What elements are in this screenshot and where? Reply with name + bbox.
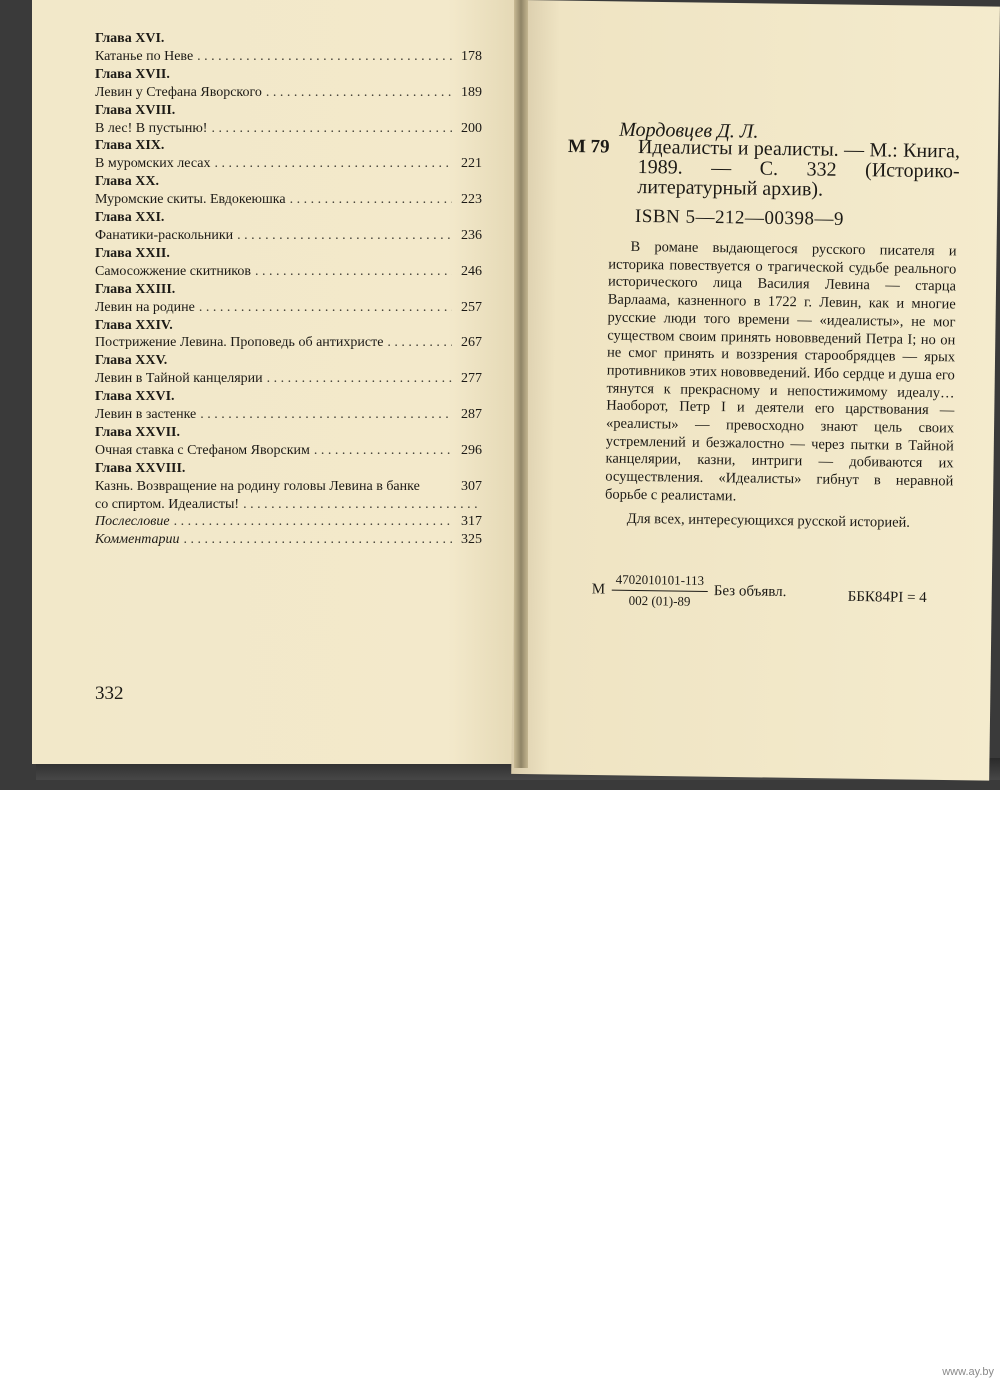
toc-leader-dots: [266, 84, 452, 102]
toc-leader-dots: [387, 334, 452, 352]
toc-afterword: [95, 513, 482, 531]
toc-entry: [95, 478, 482, 496]
watermark: www.ay.by: [942, 1366, 994, 1378]
toc-leader-dots: [197, 48, 452, 66]
toc-entry-page: 267: [461, 335, 482, 351]
toc-entry-page: 200: [461, 120, 482, 136]
toc-comments: [95, 531, 482, 549]
toc-chapter-heading: Глава XXVII.: [95, 424, 180, 440]
toc-entry-page: 325: [461, 532, 482, 548]
isbn: ISBN 5—212—00398—9: [634, 205, 845, 230]
toc-entry-title: Фанатики-раскольники: [95, 227, 234, 243]
toc-entry-page: 296: [461, 442, 482, 458]
toc-entry-title: Комментарии: [95, 532, 180, 548]
toc-entry-title: Левин в Тайной канцелярии: [95, 371, 263, 387]
toc-entry-page: 178: [461, 48, 482, 64]
publisher-code-numerator: 4702010101-113: [612, 572, 708, 592]
annotation: В романе выдающегося русского писателя и историка повествуется о трагической судьбе реального исторического лица Василия Левина — старца Варлаама, казненного в 1722 г. Левин, как и многие русские люди того времени — «идеалисты», не мог существом своим принять нововведений Петра I; но он не смог принять и воззрения старообрядцев — ярых противников этих нововведений. Ибо сердце и душа его тянутся к прекрасному и непостижимому идеалу… Наоборот, Петр I и деятели его царствования — «реалисты» — превосходно знают цель своих устремлений и безжалостно — через пытки в Тайной канцелярии, казни, интриги — добиваются их осуществления. «Идеалисты» гибнут в неравной борьбе с реалистами.: [604, 238, 957, 505]
toc-entry-page: 246: [461, 263, 482, 279]
toc-leader-dots: [267, 370, 452, 388]
toc-chapter-heading: Глава XXIII.: [95, 281, 176, 297]
toc-chapter-heading: Глава XVII.: [95, 66, 170, 82]
toc-entry-page: 277: [461, 371, 482, 387]
toc-chapter-heading: Глава XXVIII.: [95, 460, 186, 476]
bbk-index: ББК84РІ = 4: [847, 588, 927, 607]
toc-entry-title: Пострижение Левина. Проповедь об антихристе: [95, 335, 384, 351]
toc-leader-dots: [255, 263, 452, 281]
toc-entry: [95, 84, 482, 102]
toc-entry: [95, 442, 482, 460]
toc-chapter-heading: Глава XIX.: [95, 138, 165, 154]
toc-leader-dots: [237, 227, 452, 245]
audience-note: Для всех, интересующихся русской историей.: [626, 510, 911, 531]
toc-entry: [95, 334, 482, 352]
toc-leader-dots: [211, 120, 452, 138]
toc-chapter-heading: Глава XXII.: [95, 245, 170, 261]
price-note: Без объявл.: [713, 583, 787, 601]
book-gutter: [514, 0, 528, 768]
toc-entry-title: В муромских лесах: [95, 156, 211, 172]
toc-entry-title: Катанье по Неве: [95, 48, 194, 64]
table-of-contents: [95, 30, 482, 549]
toc-leader-dots: [290, 191, 452, 209]
toc-entry-page: 221: [461, 156, 482, 172]
toc-entry: [95, 191, 482, 209]
toc-entry-title: Муромские скиты. Евдокеюшка: [95, 192, 286, 208]
toc-chapter-heading: Глава XXI.: [95, 210, 165, 226]
toc-entry-page: 257: [461, 299, 482, 315]
toc-entry: [95, 370, 482, 388]
toc-entry-continuation: [95, 496, 482, 514]
toc-entry-title: В лес! В пустыню!: [95, 120, 208, 136]
toc-entry-title: Послесловие: [95, 514, 170, 530]
publisher-code-letter: М: [591, 581, 606, 598]
toc-entry: [95, 120, 482, 138]
toc-entry-page: 236: [461, 227, 482, 243]
toc-entry: [95, 155, 482, 173]
toc-leader-dots: [243, 496, 478, 514]
catalog-code: М 79: [567, 135, 610, 158]
toc-entry-page: 317: [461, 514, 482, 530]
toc-entry: [95, 48, 482, 66]
toc-entry-page: 223: [461, 192, 482, 208]
author-name: Мордовцев Д. Л.: [619, 118, 759, 143]
toc-entry: [95, 406, 482, 424]
toc-chapter-heading: Глава XVI.: [95, 31, 165, 46]
toc-chapter-heading: Глава XX.: [95, 174, 159, 190]
toc-entry-title: Казнь. Возвращение на родину головы Левина в банке: [95, 478, 420, 494]
toc-entry-title: Очная ставка с Стефаном Яворским: [95, 442, 310, 458]
bibliographic-entry: Идеалисты и реалисты. — М.: Книга, 1989. — С. 332 (Историко-литературный архив).: [637, 135, 961, 201]
toc-entry-title: Левин на родине: [95, 299, 195, 315]
toc-leader-dots: [174, 513, 452, 531]
toc-leader-dots: [199, 299, 452, 317]
toc-entry: [95, 263, 482, 281]
toc-entry-page: 307: [461, 478, 482, 494]
scan-blank-area: [0, 790, 1000, 1385]
toc-chapter-heading: Глава XXIV.: [95, 317, 173, 333]
toc-entry: [95, 299, 482, 317]
toc-entry-page: 287: [461, 407, 482, 423]
page-number: 332: [95, 683, 124, 704]
toc-entry-page: 189: [461, 84, 482, 100]
publisher-code-fraction: [612, 572, 709, 610]
toc-leader-dots: [200, 406, 452, 424]
toc-entry-title: Левин у Стефана Яворского: [95, 84, 262, 100]
toc-chapter-heading: Глава XXV.: [95, 353, 168, 369]
toc-leader-dots: [184, 531, 452, 549]
toc-leader-dots: [214, 155, 452, 173]
toc-entry-title: Самосожжение скитников: [95, 263, 252, 279]
toc-entry: [95, 227, 482, 245]
toc-leader-dots: [314, 442, 452, 460]
toc-entry-title: со спиртом. Идеалисты!: [95, 496, 240, 512]
toc-chapter-heading: Глава XXVI.: [95, 389, 175, 405]
publisher-code-denominator: 002 (01)-89: [628, 592, 691, 609]
toc-entry-title: Левин в застенке: [95, 407, 197, 423]
toc-chapter-heading: Глава XVIII.: [95, 102, 176, 118]
